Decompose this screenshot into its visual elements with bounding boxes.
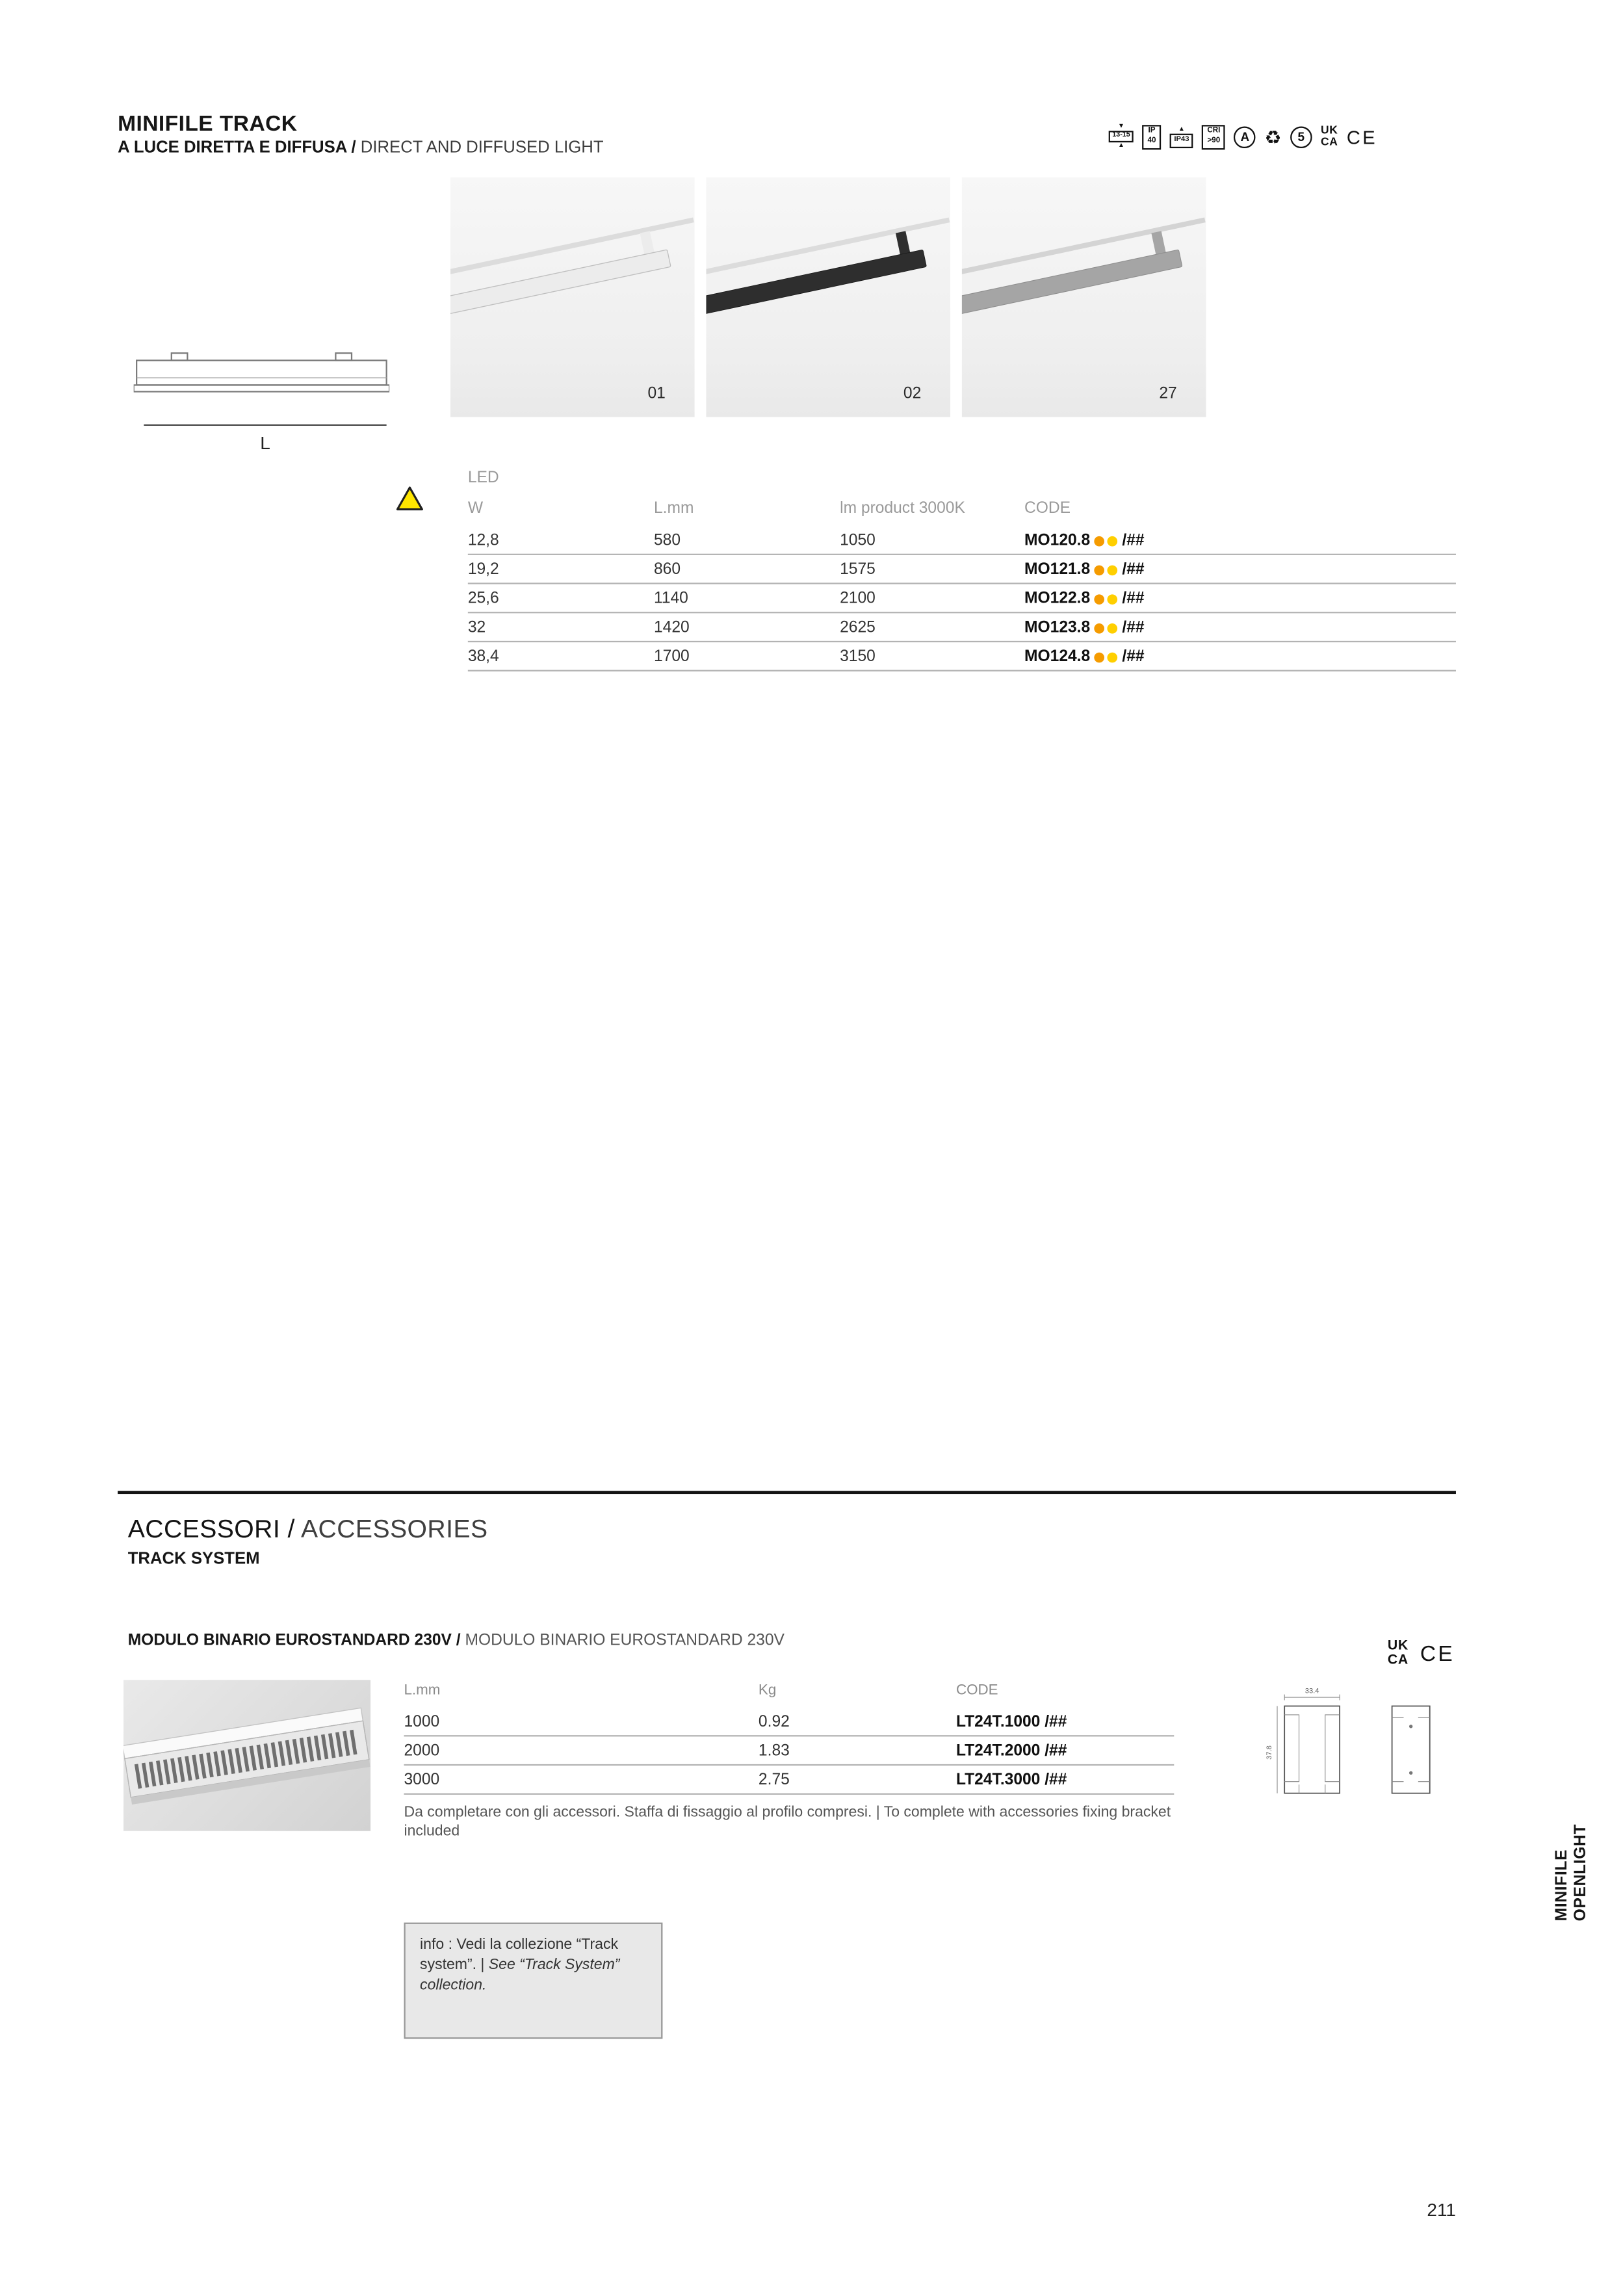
product-photos [450, 177, 1206, 417]
certification-icons [1109, 119, 1377, 154]
lumen-value: 1575 [840, 560, 876, 579]
lumen-value: 1050 [840, 532, 876, 550]
accessories-title [128, 1514, 488, 1545]
column-header-length: L.mm [404, 1682, 441, 1699]
code-value: MO122.8 [1024, 590, 1091, 608]
product-photo-grey [962, 177, 1206, 417]
mounting-distance-icon [1109, 124, 1134, 150]
subtitle-english: DIRECT AND DIFFUSED LIGHT [360, 139, 604, 157]
table-row [468, 613, 1456, 642]
collection-side-label [1553, 1824, 1590, 1921]
code-value: MO120.8 [1024, 532, 1091, 550]
finish-code-label: 02 [903, 385, 922, 403]
cri-line2: >90 [1207, 136, 1221, 145]
finish-code-label: 01 [647, 385, 666, 403]
product-code [1024, 561, 1456, 579]
ce-icon: CE [1420, 1641, 1455, 1667]
finish-dot-yellow-icon [1108, 536, 1118, 546]
finish-dot-orange-icon [1095, 594, 1105, 604]
finish-dot-yellow-icon [1108, 652, 1118, 662]
length-dimension-label: L [260, 433, 270, 454]
length-value: 2000 [404, 1742, 440, 1760]
column-header-code: CODE [1024, 500, 1071, 517]
column-header-weight: Kg [758, 1682, 777, 1699]
ukca-line1: UK [1320, 124, 1338, 137]
ip40-line2: 40 [1147, 136, 1156, 145]
column-header-wattage: W [467, 500, 484, 517]
column-header-lumen: lm product 3000K [840, 500, 965, 517]
finish-dot-orange-icon [1095, 652, 1105, 662]
product-code [1024, 590, 1456, 608]
length-value: 3000 [404, 1771, 440, 1789]
page-subtitle [118, 140, 603, 157]
weight-value: 0.92 [758, 1713, 790, 1731]
lumen-value: 2625 [840, 619, 876, 637]
length-value: 1700 [653, 648, 690, 666]
info-text-italian: info : Vedi la collezione “Track system”. | [420, 1937, 618, 1974]
track-module-table [404, 1683, 1174, 1842]
page-header [118, 112, 603, 157]
track-section-drawing [1264, 1683, 1468, 1829]
table-row [468, 526, 1456, 555]
weight-value: 2.75 [758, 1771, 790, 1789]
product-code [1024, 619, 1456, 636]
table-group-label: LED [467, 469, 499, 487]
code-value: MO123.8 [1024, 619, 1091, 637]
collection-name-line1: MINIFILE [1553, 1849, 1571, 1922]
accessories-note: Da completare con gli accessori. Staffa di fissaggio al profilo compresi. | To complete with accessories fixing bracket included [404, 1805, 1171, 1840]
module-title [128, 1632, 785, 1649]
code-suffix: /## [1122, 648, 1145, 666]
table-header-row [404, 1683, 1174, 1708]
ukca-icon [1321, 125, 1338, 148]
cri-icon [1202, 124, 1226, 149]
weight-value: 1.83 [758, 1742, 790, 1760]
page-title: MINIFILE TRACK [118, 112, 298, 137]
distance-value: 13-15 [1109, 131, 1134, 142]
product-code: LT24T.1000 /## [955, 1713, 1067, 1731]
accessories-header [128, 1514, 488, 1568]
track-rail-illustration [123, 1680, 370, 1831]
arrow-up-icon: ▲ [1178, 124, 1185, 132]
table-row [468, 584, 1456, 614]
table-row [404, 1708, 1174, 1737]
code-value: MO124.8 [1024, 648, 1091, 666]
finish-dot-orange-icon [1095, 623, 1105, 633]
product-code [1024, 532, 1456, 549]
wattage-value: 25,6 [467, 590, 499, 608]
page-number: 211 [1427, 2200, 1456, 2221]
finish-dot-orange-icon [1095, 564, 1105, 575]
wattage-value: 19,2 [467, 560, 499, 579]
table-row [404, 1766, 1174, 1795]
warning-triangle-icon [395, 486, 424, 512]
finish-code-label: 27 [1159, 385, 1177, 403]
ip40-icon [1143, 124, 1162, 149]
ip40-line1: IP [1148, 126, 1156, 135]
ce-icon: CE [1346, 125, 1378, 148]
led-spec-table [468, 469, 1456, 672]
finish-dot-yellow-icon [1108, 623, 1118, 633]
length-value: 1000 [404, 1713, 440, 1731]
collection-name-line2: OPENLIGHT [1571, 1823, 1589, 1922]
track-light-illustration [962, 177, 1206, 417]
info-text-english: See “Track System” collection. [420, 1957, 620, 1994]
info-box [404, 1923, 662, 2039]
ip43-icon [1170, 125, 1193, 148]
table-row [404, 1736, 1174, 1766]
finish-dot-orange-icon [1095, 536, 1105, 546]
ukca-icon [1388, 1639, 1409, 1669]
wattage-value: 12,8 [467, 532, 499, 550]
circled-5-icon [1290, 125, 1312, 148]
product-code: LT24T.2000 /## [955, 1742, 1067, 1760]
module-title-english: MODULO BINARIO EUROSTANDARD 230V [465, 1632, 785, 1650]
ukca-line2: CA [1320, 135, 1338, 149]
ukca-line1: UK [1387, 1637, 1409, 1654]
table-header-row [468, 500, 1456, 526]
code-suffix: /## [1122, 532, 1145, 550]
wattage-value: 32 [467, 619, 486, 637]
table-row [468, 555, 1456, 584]
svg-text:37.8: 37.8 [1266, 1745, 1274, 1760]
accessories-certification-icons [1388, 1639, 1455, 1669]
length-value: 1420 [653, 619, 690, 637]
arrow-up-icon: ▲ [1118, 141, 1124, 149]
finish-dot-yellow-icon [1108, 594, 1118, 604]
product-photo-white [450, 177, 695, 417]
recycle-glyph: ♻ [1264, 125, 1282, 148]
product-code: LT24T.3000 /## [955, 1771, 1067, 1789]
energy-class-letter: A [1240, 129, 1250, 144]
energy-class-icon [1234, 125, 1256, 148]
column-header-code: CODE [955, 1682, 998, 1699]
track-light-illustration [450, 177, 695, 417]
module-title-italian: MODULO BINARIO EUROSTANDARD 230V / [127, 1632, 465, 1650]
accessories-title-english: ACCESSORIES [300, 1514, 488, 1544]
recycle-icon [1265, 127, 1282, 146]
product-code [1024, 648, 1456, 666]
code-value: MO121.8 [1024, 560, 1091, 579]
length-dimension-line [144, 424, 386, 426]
subtitle-italian: A LUCE DIRETTA E DIFFUSA / [118, 139, 361, 157]
circled-5-value: 5 [1297, 129, 1305, 144]
ip43-value: IP43 [1170, 133, 1193, 148]
length-value: 860 [653, 560, 681, 579]
product-photo-black [706, 177, 950, 417]
lumen-value: 2100 [840, 590, 876, 608]
track-module-photo [123, 1680, 370, 1831]
track-system-label: TRACK SYSTEM [127, 1550, 260, 1569]
length-value: 1140 [653, 590, 688, 608]
cri-line1: CRI [1207, 126, 1221, 135]
track-light-illustration [706, 177, 950, 417]
section-divider [118, 1491, 1456, 1494]
column-header-length: L.mm [653, 500, 694, 517]
finish-dot-yellow-icon [1108, 564, 1118, 575]
profile-technical-drawing [134, 349, 389, 422]
code-suffix: /## [1122, 619, 1145, 637]
code-suffix: /## [1122, 590, 1145, 608]
lumen-value: 3150 [840, 648, 876, 666]
arrow-down-icon: ▼ [1118, 122, 1124, 130]
code-suffix: /## [1122, 560, 1145, 579]
svg-text:33.4: 33.4 [1305, 1687, 1319, 1695]
accessories-title-italian: ACCESSORI / [127, 1514, 301, 1544]
table-row [468, 642, 1456, 672]
wattage-value: 38,4 [467, 648, 499, 666]
length-value: 580 [653, 532, 681, 550]
ukca-line2: CA [1387, 1652, 1409, 1669]
